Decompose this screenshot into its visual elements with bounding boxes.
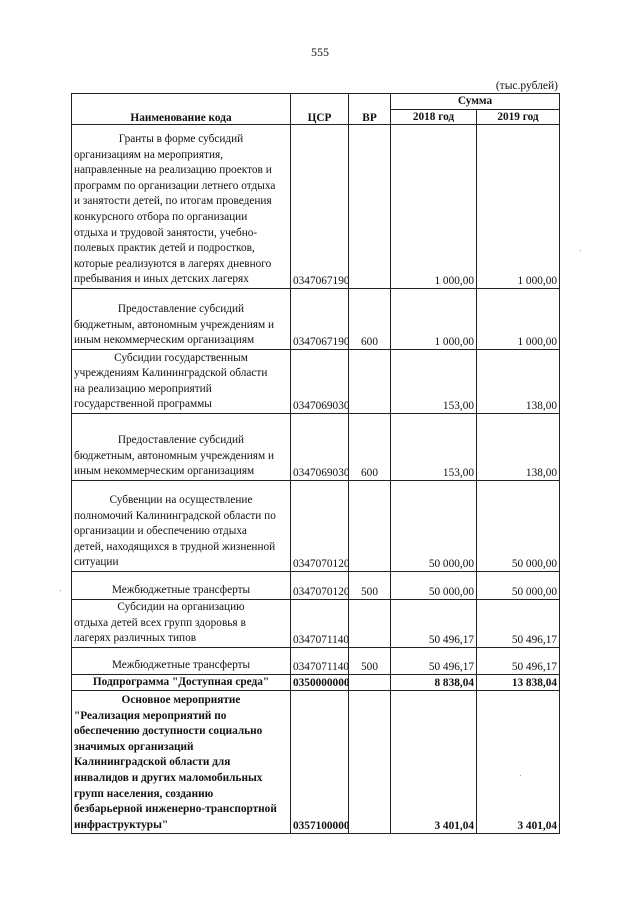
row-name-line: бюджетным, автономным учреждениям и bbox=[74, 318, 275, 331]
row-name-line: инвалидов и других маломобильных bbox=[74, 772, 263, 784]
scan-speck bbox=[60, 590, 61, 591]
row-csr: 0347067190 bbox=[291, 125, 349, 289]
scan-speck bbox=[580, 250, 581, 251]
row-name-line: безбарьерной инженерно-транспортной bbox=[74, 803, 277, 816]
row-vr bbox=[349, 125, 391, 289]
table-body bbox=[72, 125, 560, 834]
row-name bbox=[72, 414, 291, 481]
row-csr: 0350000000 bbox=[291, 674, 349, 691]
row-name bbox=[72, 674, 291, 691]
row-amount-2019: 50 496,17 bbox=[477, 600, 560, 648]
row-name-line: иным некоммерческим организациям bbox=[74, 334, 255, 347]
row-name-line: программ по организации летнего отдыха bbox=[74, 179, 276, 192]
row-name-line: инфраструктуры" bbox=[74, 818, 169, 831]
row-name-line: пребывания и иных детских лагерях bbox=[74, 273, 249, 286]
row-name bbox=[72, 481, 291, 572]
header-csr: ЦСР bbox=[291, 94, 349, 125]
row-name bbox=[72, 647, 291, 674]
table-row bbox=[72, 414, 560, 481]
row-name-line: на реализацию мероприятий bbox=[74, 382, 212, 395]
row-vr bbox=[349, 600, 391, 648]
row-name-line: групп населения, созданию bbox=[74, 787, 214, 800]
row-name bbox=[72, 289, 291, 350]
row-vr: 500 bbox=[349, 572, 391, 600]
table-row bbox=[72, 481, 560, 572]
row-amount-2018: 50 000,00 bbox=[391, 481, 477, 572]
table-row bbox=[72, 647, 560, 674]
row-name bbox=[72, 691, 291, 834]
row-name-line: Подпрограмма "Доступная среда" bbox=[92, 675, 270, 688]
row-name-line: обеспечению доступности социально bbox=[74, 725, 263, 738]
row-vr bbox=[349, 674, 391, 691]
row-amount-2018: 1 000,00 bbox=[391, 125, 477, 289]
row-name-line: бюджетным, автономным учреждениям и bbox=[74, 449, 275, 462]
row-name-line: Калининградской области для bbox=[74, 756, 231, 769]
row-amount-2019: 1 000,00 bbox=[477, 125, 560, 289]
row-name-line: Гранты в форме субсидий bbox=[118, 133, 244, 146]
row-name-line: отдыха детей всех групп здоровья в bbox=[74, 616, 246, 629]
row-name-line: лагерях различных типов bbox=[74, 632, 197, 645]
row-name-line: Субвенции на осуществление bbox=[109, 494, 253, 507]
row-name-line: Основное мероприятие bbox=[121, 694, 241, 707]
row-csr: 0347071140 bbox=[291, 600, 349, 648]
row-vr bbox=[349, 481, 391, 572]
row-name-line: которые реализуются в лагерях дневного bbox=[74, 257, 272, 270]
row-vr: 500 bbox=[349, 647, 391, 674]
row-name bbox=[72, 600, 291, 648]
header-vr: ВР bbox=[349, 94, 391, 125]
header-year-2018: 2018 год bbox=[391, 109, 477, 125]
row-amount-2018: 153,00 bbox=[391, 350, 477, 414]
header-year-2019: 2019 год bbox=[477, 109, 560, 125]
row-name-line: "Реализация мероприятий по bbox=[74, 709, 227, 722]
row-amount-2019: 138,00 bbox=[477, 414, 560, 481]
row-name-line: полномочий Калининградской области по bbox=[74, 509, 276, 522]
row-amount-2018: 50 000,00 bbox=[391, 572, 477, 600]
row-csr: 0347069030 bbox=[291, 414, 349, 481]
row-csr: 0347069030 bbox=[291, 350, 349, 414]
row-amount-2018: 50 496,17 bbox=[391, 647, 477, 674]
row-name bbox=[72, 572, 291, 600]
row-name bbox=[72, 350, 291, 414]
row-name-line: направленные на реализацию проектов и bbox=[74, 164, 272, 177]
scan-speck bbox=[520, 775, 521, 776]
row-name-line: учреждениям Калининградской области bbox=[74, 367, 268, 380]
row-vr: 600 bbox=[349, 289, 391, 350]
table-row bbox=[72, 674, 560, 691]
table-row bbox=[72, 350, 560, 414]
table-row bbox=[72, 600, 560, 648]
header-sum: Сумма bbox=[391, 94, 560, 110]
row-amount-2019: 13 838,04 bbox=[477, 674, 560, 691]
row-amount-2019: 50 496,17 bbox=[477, 647, 560, 674]
row-name-line: полевых практик детей и подростков, bbox=[74, 242, 255, 255]
table-row bbox=[72, 691, 560, 834]
table-row bbox=[72, 125, 560, 289]
row-name-line: Межбюджетные трансферты bbox=[111, 659, 251, 672]
row-amount-2018: 8 838,04 bbox=[391, 674, 477, 691]
row-name-line: организации и обеспечению отдыха bbox=[74, 525, 247, 538]
row-name-line: Субсидии государственным bbox=[114, 351, 248, 364]
row-name-line: и занятости детей, по итогам проведения bbox=[74, 195, 272, 208]
row-amount-2018: 153,00 bbox=[391, 414, 477, 481]
row-vr bbox=[349, 691, 391, 834]
row-amount-2018: 3 401,04 bbox=[391, 691, 477, 834]
row-name bbox=[72, 125, 291, 289]
row-amount-2019: 50 000,00 bbox=[477, 572, 560, 600]
table-row bbox=[72, 572, 560, 600]
row-name-line: Субсидии на организацию bbox=[117, 601, 245, 613]
header-name: Наименование кода bbox=[72, 94, 291, 125]
row-name-line: организациям на мероприятия, bbox=[74, 148, 224, 161]
row-name-line: отдыха и трудовой занятости, учебно- bbox=[74, 226, 258, 239]
row-name-line: государственной программы bbox=[74, 398, 212, 411]
row-name-line: Предоставление субсидий bbox=[117, 303, 245, 316]
row-csr: 0347067190 bbox=[291, 289, 349, 350]
row-name-line: Межбюджетные трансферты bbox=[111, 584, 251, 597]
table-row bbox=[72, 289, 560, 350]
row-name-line: значимых организаций bbox=[74, 740, 194, 753]
row-amount-2019: 3 401,04 bbox=[477, 691, 560, 834]
row-name-line: детей, находящихся в трудной жизненной bbox=[74, 540, 276, 553]
page-number: 555 bbox=[311, 45, 329, 59]
row-amount-2018: 1 000,00 bbox=[391, 289, 477, 350]
units-label: (тыс.рублей) bbox=[495, 80, 558, 92]
row-name-line: Предоставление субсидий bbox=[117, 434, 245, 447]
row-name-line: иным некоммерческим организациям bbox=[74, 465, 255, 478]
row-vr: 600 bbox=[349, 414, 391, 481]
row-amount-2018: 50 496,17 bbox=[391, 600, 477, 648]
row-csr: 0347071140 bbox=[291, 647, 349, 674]
row-csr: 0357100000 bbox=[291, 691, 349, 834]
row-name-line: ситуации bbox=[74, 556, 119, 569]
row-csr: 0347070120 bbox=[291, 572, 349, 600]
budget-table bbox=[71, 93, 560, 834]
row-csr: 0347070120 bbox=[291, 481, 349, 572]
row-amount-2019: 1 000,00 bbox=[477, 289, 560, 350]
row-amount-2019: 50 000,00 bbox=[477, 481, 560, 572]
row-name-line: конкурсного отбора по организации bbox=[74, 211, 248, 224]
row-vr bbox=[349, 350, 391, 414]
row-amount-2019: 138,00 bbox=[477, 350, 560, 414]
